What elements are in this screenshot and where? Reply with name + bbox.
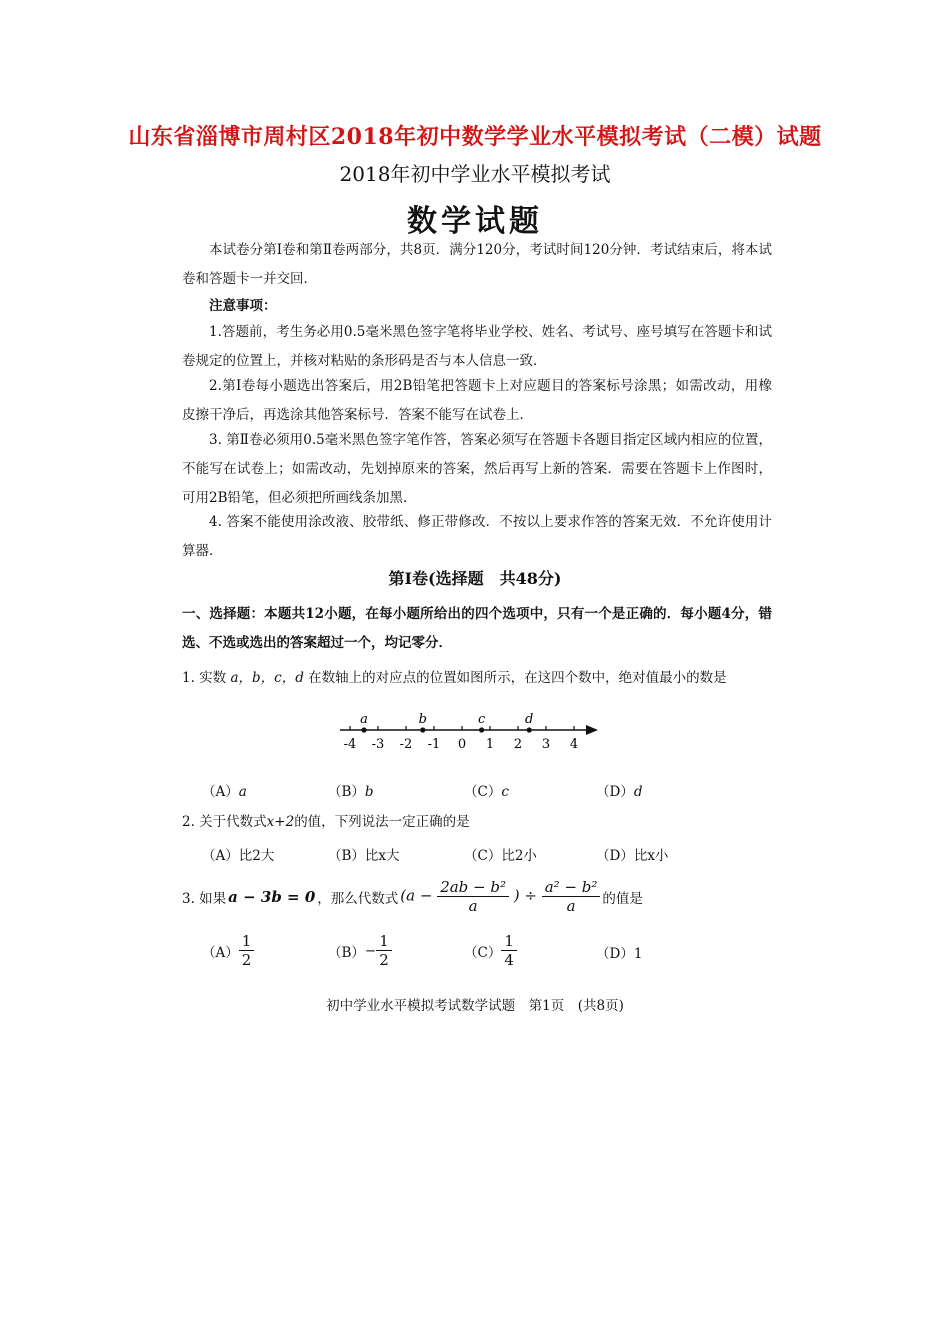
- number-line-point: [420, 727, 425, 732]
- question-1-text-b: 在数轴上的对应点的位置如图所示，在这四个数中，绝对值最小的数是: [308, 670, 727, 686]
- notice-item-1: 1.答题前，考生务必用0.5毫米黑色签字笔将毕业学校、姓名、考试号、座号填写在答题卡和试卷规定的位置上，并核对粘贴的条形码是否与本人信息一致．: [182, 324, 772, 369]
- option-label: （C）: [464, 944, 502, 961]
- question-2-expr: x+2: [266, 814, 295, 830]
- option-label: （A）: [202, 784, 239, 800]
- option-fraction: [376, 932, 392, 969]
- intro-paragraph: 本试卷分第Ⅰ卷和第Ⅱ卷两部分，共8页．满分120分，考试时间120分钟．考试结束后，将本试卷和答题卡一并交回．: [182, 242, 772, 287]
- number-line-point-label: b: [418, 712, 427, 727]
- option-value: 1: [633, 946, 643, 962]
- question-2-text-b: 的值，下列说法一定正确的是: [294, 814, 470, 830]
- number-line-tick-label: 4: [569, 737, 579, 752]
- q2-option-d[interactable]: （D）比x小: [596, 848, 669, 864]
- number-line-point-label: a: [360, 712, 368, 727]
- number-line-point: [527, 727, 532, 732]
- option-label: （C）: [464, 784, 502, 800]
- number-line-tick-label: 2: [513, 737, 523, 752]
- option-label: （B）: [328, 944, 365, 961]
- notice-item-4: 4. 答案不能使用涂改液、胶带纸、修正带修改．不按以上要求作答的答案无效．不允许使用计算器．: [182, 514, 772, 559]
- number-line-tick-label: -2: [399, 737, 413, 752]
- option-label: （D）: [596, 946, 634, 962]
- question-1-text-a: 1. 实数: [182, 670, 227, 686]
- question-3-text-c: 的值是: [602, 890, 643, 907]
- q3-option-a[interactable]: [202, 932, 254, 969]
- fraction-denominator: 2: [379, 951, 389, 969]
- q3-option-d[interactable]: [596, 942, 642, 962]
- fraction-denominator: 2: [241, 951, 252, 969]
- option-value: d: [633, 784, 643, 800]
- q1-option-d[interactable]: [596, 780, 642, 800]
- section-instruction: 一、选择题：本题共12小题，在每小题所给出的四个选项中，只有一个是正确的．每小题4分，错选、不选或选出的答案超过一个，均记零分．: [182, 606, 772, 651]
- q1-option-a[interactable]: [202, 780, 247, 800]
- fraction-numerator: 1: [501, 932, 517, 951]
- option-label: （B）: [328, 784, 365, 800]
- notice-item-3: 3. 第Ⅱ卷必须用0.5毫米黑色签字笔作答，答案必须写在答题卡各题目指定区域内相应的位置，不能写在试卷上；如需改动，先划掉原来的答案，然后再写上新的答案．需要在答题卡上作图时，可用2B铅笔，但必须把所画线条加黑．: [182, 432, 772, 506]
- q2-option-b[interactable]: （B）比x大: [328, 848, 400, 864]
- exam-subtitle: 2018年初中学业水平模拟考试: [339, 162, 611, 186]
- question-2-text-a: 2. 关于代数式: [182, 814, 267, 830]
- number-line-arrow: [586, 725, 598, 735]
- question-1-stem: [182, 664, 772, 693]
- q3-fraction-2: [542, 878, 601, 915]
- question-3-condition: a − 3b = 0: [228, 887, 316, 906]
- exam-title: 数学试题: [407, 204, 543, 239]
- option-sign: −: [364, 942, 377, 959]
- number-line: [330, 708, 610, 754]
- section-title: 第Ⅰ卷(选择题 共48分): [388, 569, 562, 588]
- option-fraction: [501, 932, 517, 969]
- option-fraction: [239, 932, 255, 969]
- number-line-tick-label: -1: [427, 737, 441, 752]
- q2-option-a[interactable]: （A）比2大: [202, 848, 275, 864]
- q1-option-c[interactable]: [464, 780, 509, 800]
- number-line-point: [479, 727, 484, 732]
- q3-option-b[interactable]: [328, 932, 392, 969]
- number-line-point-label: d: [525, 712, 534, 727]
- number-line-tick-label: 3: [541, 737, 551, 752]
- fraction-denominator: a: [468, 897, 478, 915]
- question-2-stem: [182, 808, 772, 837]
- option-value: a: [238, 784, 247, 800]
- q1-option-b[interactable]: [328, 780, 374, 800]
- question-1-vars: a，b，c，d: [230, 670, 304, 686]
- option-label: （D）: [596, 784, 634, 800]
- number-line-tick-label: -4: [343, 737, 357, 752]
- question-3-text-b: ，那么代数式: [317, 890, 399, 907]
- fraction-numerator: a² − b²: [542, 878, 601, 897]
- q3-option-c[interactable]: [464, 932, 517, 969]
- number-line-tick-label: 0: [457, 737, 467, 752]
- fraction-denominator: a: [566, 897, 576, 915]
- question-3-stem: [182, 878, 643, 915]
- q2-option-c[interactable]: （C）比2小: [464, 848, 537, 864]
- q3-fraction-1: [437, 878, 509, 915]
- fraction-numerator: 1: [239, 932, 255, 951]
- option-label: （A）: [202, 944, 239, 961]
- option-value: b: [364, 784, 374, 800]
- document-source-title: 山东省淄博市周村区2018年初中数学学业水平模拟考试（二模）试题: [128, 124, 822, 150]
- fraction-numerator: 2ab − b²: [437, 878, 509, 897]
- option-value: c: [501, 784, 509, 800]
- notice-heading: 注意事项：: [209, 298, 277, 314]
- q3-expression: (a − $\frac{\text{2ab − b²}}{a}$ ) ÷ $\frac{\text{a² − b²}}{a}$: [400, 878, 600, 915]
- number-line-tick-label: 1: [485, 737, 495, 752]
- fraction-numerator: 1: [376, 932, 392, 951]
- notice-item-2: 2.第Ⅰ卷每小题选出答案后，用2B铅笔把答题卡上对应题目的答案标号涂黑；如需改动，用橡皮擦干净后，再选涂其他答案标号．答案不能写在试卷上．: [182, 378, 772, 423]
- number-line-tick-label: -3: [371, 737, 385, 752]
- number-line-point: [361, 727, 366, 732]
- page-footer: 初中学业水平模拟考试数学试题 第1页 (共8页): [326, 998, 624, 1014]
- fraction-denominator: 4: [504, 951, 514, 969]
- number-line-point-label: c: [477, 712, 486, 727]
- question-3-text-a: 3. 如果: [182, 890, 227, 907]
